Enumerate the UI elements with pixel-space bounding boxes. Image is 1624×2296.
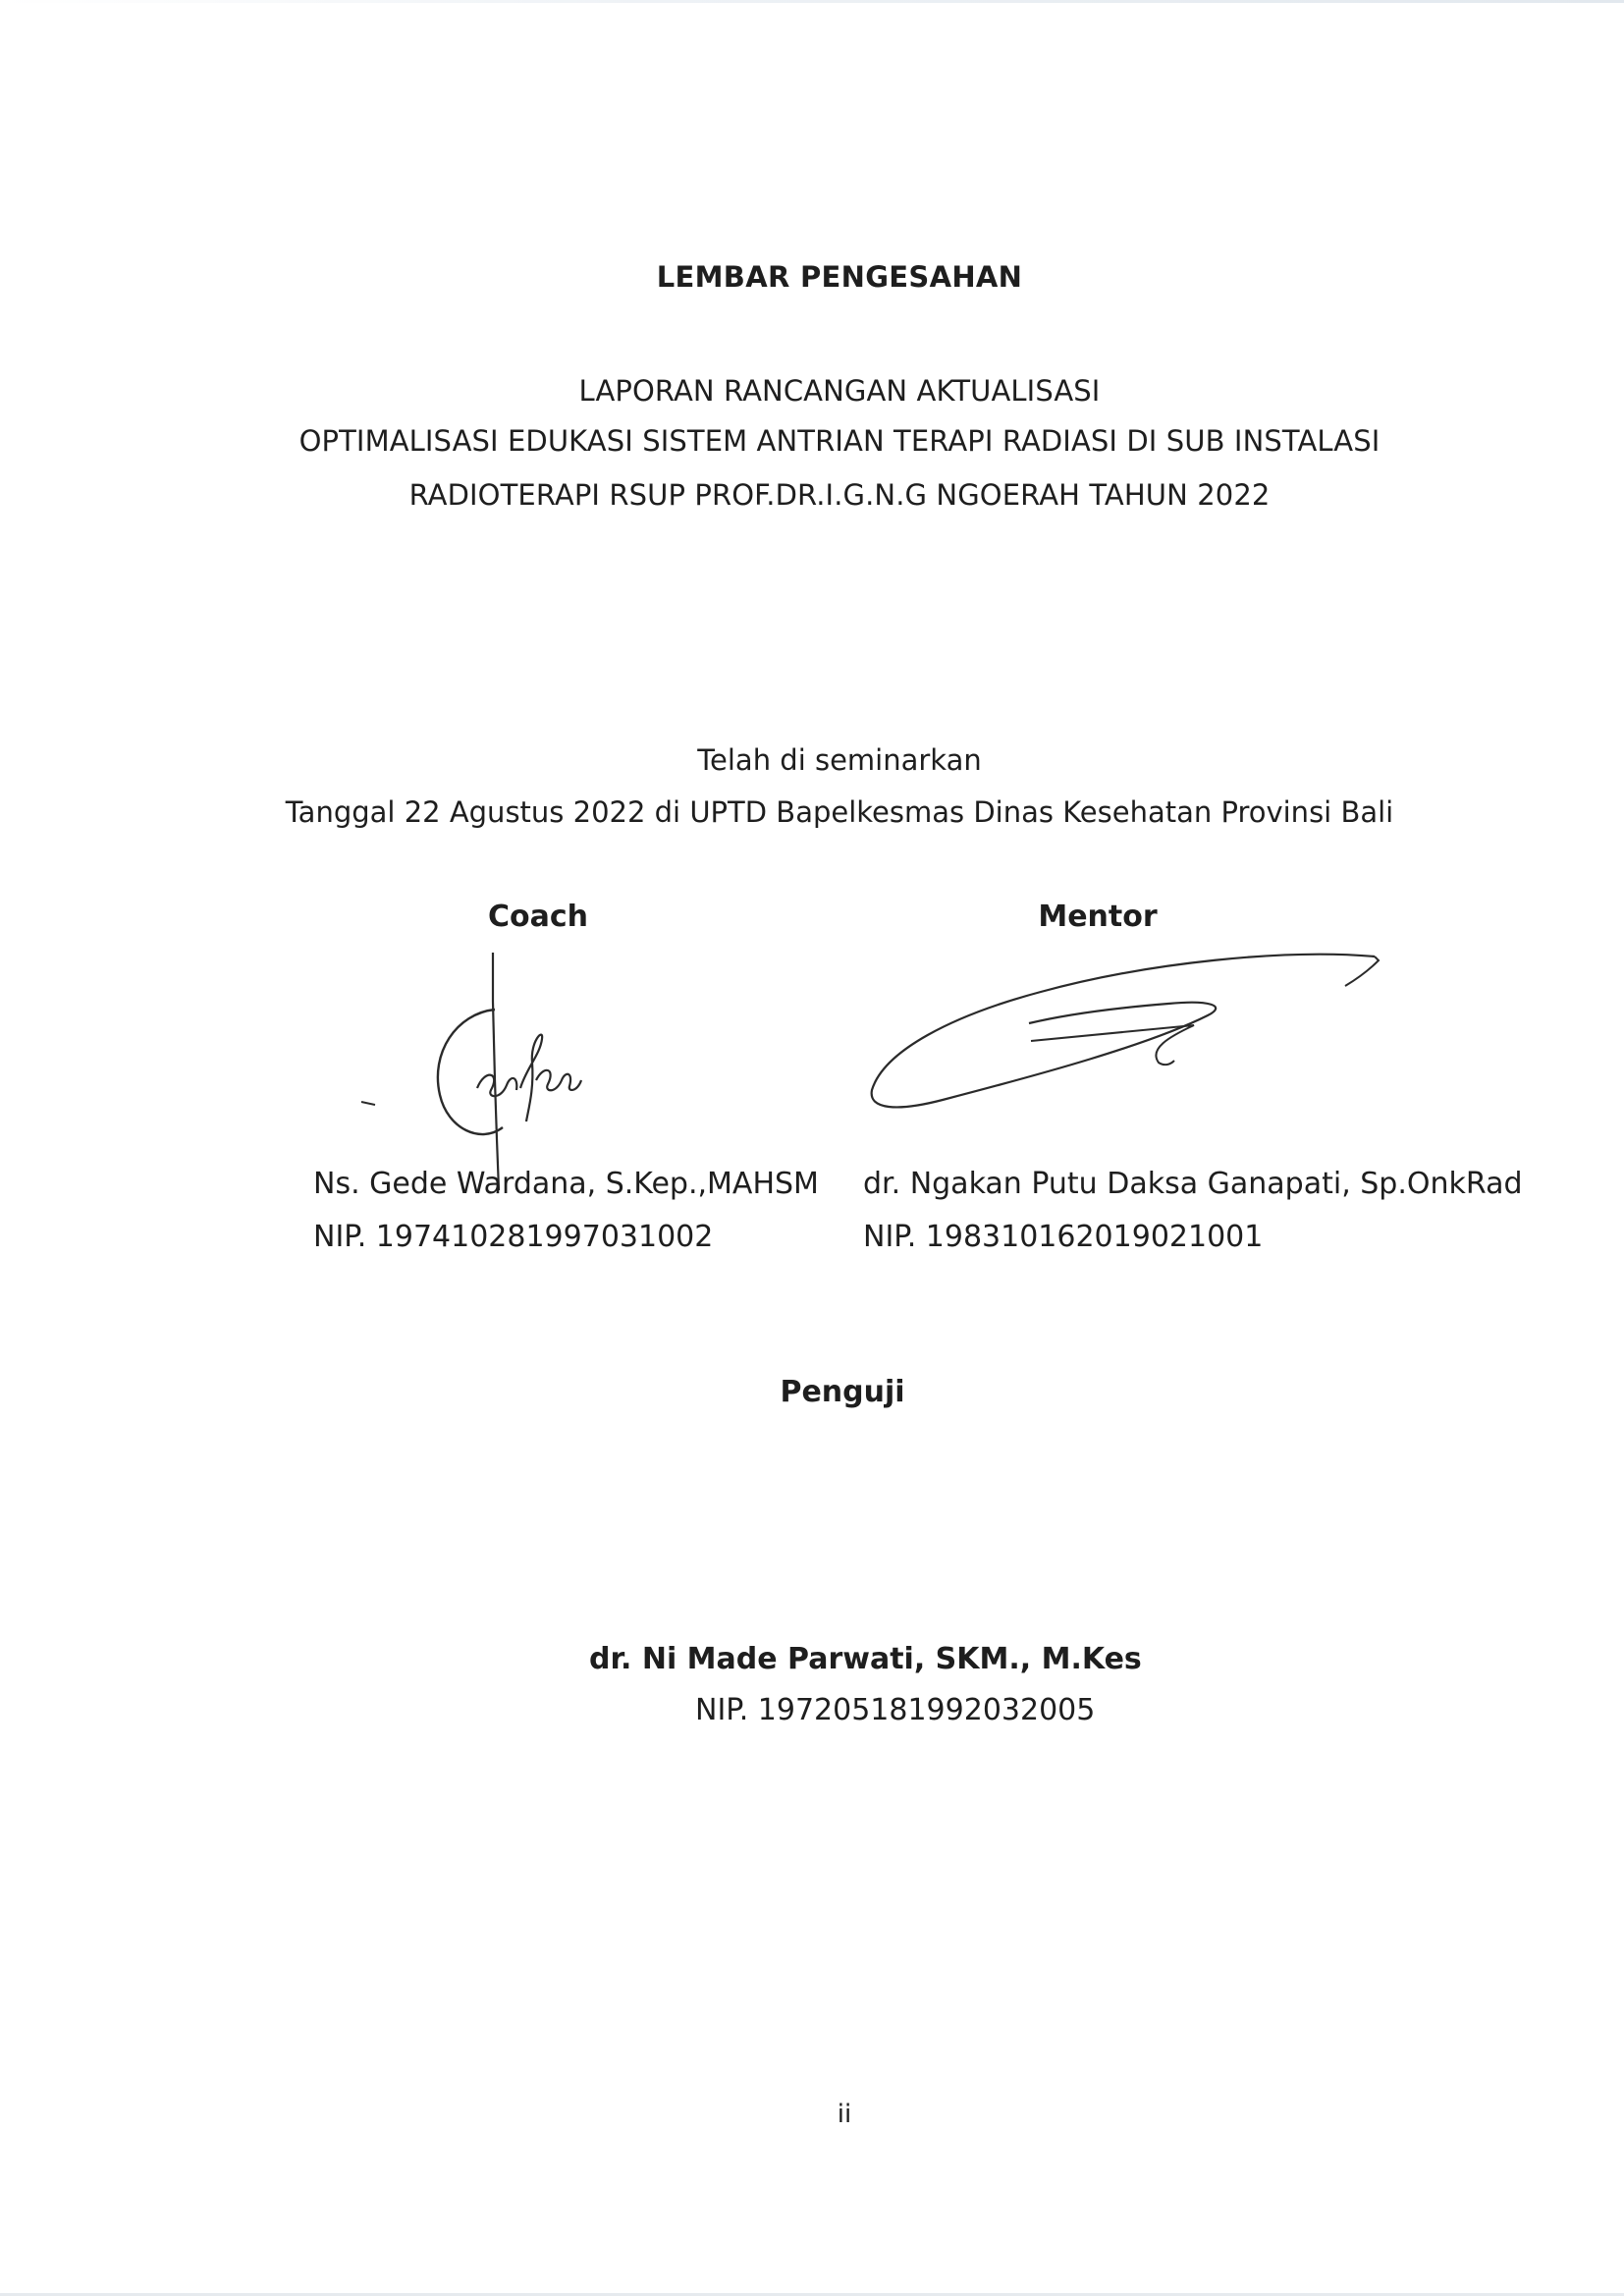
- page-heading: LEMBAR PENGESAHAN: [656, 260, 1023, 294]
- mentor-signature: [854, 943, 1384, 1129]
- penguji-nip: NIP. 197205181992032005: [695, 1693, 1096, 1727]
- mentor-nip: NIP. 198310162019021001: [863, 1220, 1264, 1254]
- coach-nip: NIP. 197410281997031002: [313, 1220, 714, 1254]
- coach-label: Coach: [487, 900, 588, 934]
- seminar-text: Telah di seminarkan: [697, 743, 982, 777]
- scan-top-edge: [0, 0, 1624, 3]
- coach-signature: [353, 943, 648, 1198]
- report-title-line-2: OPTIMALISASI EDUKASI SISTEM ANTRIAN TERAPI RADIASI DI SUB INSTALASI: [298, 424, 1380, 458]
- mentor-label: Mentor: [1038, 900, 1158, 934]
- page-number: ii: [837, 2100, 852, 2129]
- penguji-name: dr. Ni Made Parwati, SKM., M.Kes: [589, 1642, 1142, 1676]
- penguji-label: Penguji: [780, 1375, 905, 1409]
- seminar-date-place: Tanggal 22 Agustus 2022 di UPTD Bapelkesmas Dinas Kesehatan Provinsi Bali: [285, 795, 1394, 829]
- coach-name: Ns. Gede Wardana, S.Kep.,MAHSM: [313, 1167, 819, 1201]
- report-title-line-1: LAPORAN RANCANGAN AKTUALISASI: [578, 374, 1101, 408]
- mentor-name: dr. Ngakan Putu Daksa Ganapati, Sp.OnkRad: [863, 1167, 1523, 1201]
- report-title-line-3: RADIOTERAPI RSUP PROF.DR.I.G.N.G NGOERAH TAHUN 2022: [408, 478, 1271, 512]
